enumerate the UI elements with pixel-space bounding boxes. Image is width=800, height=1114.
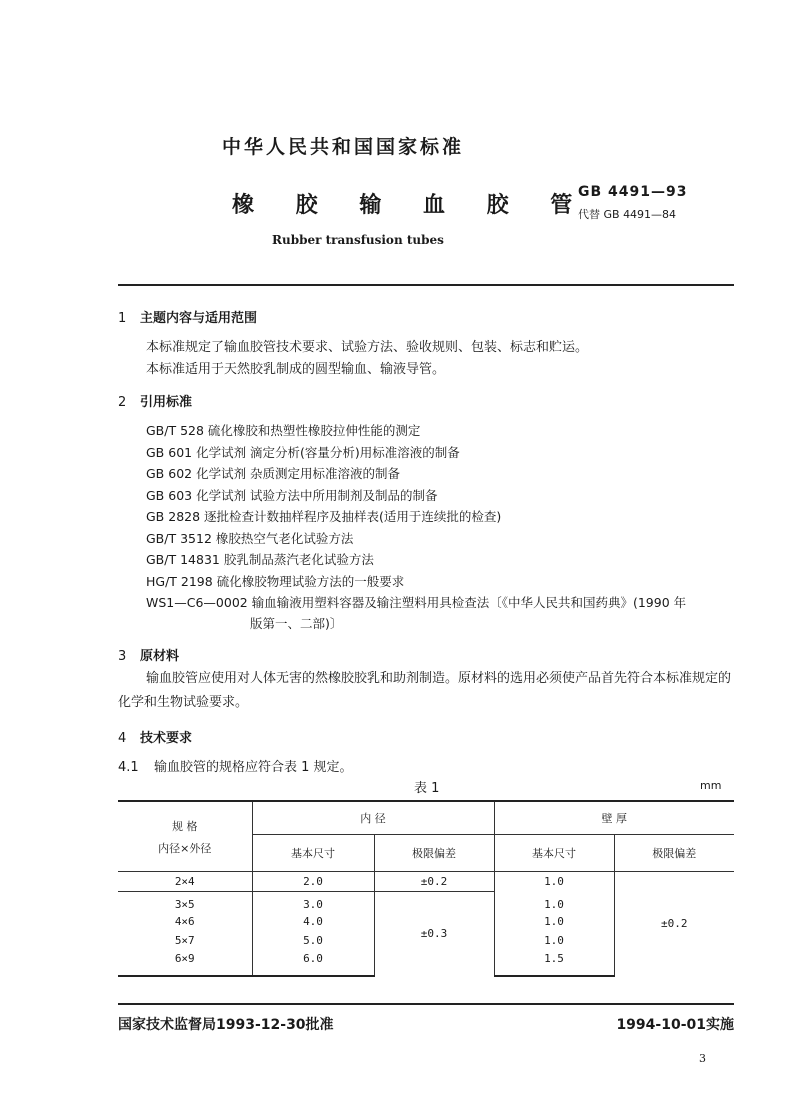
table-caption: 表 1 — [414, 781, 440, 796]
header-spec-sublabel: 内径×外径 — [158, 841, 212, 855]
section-number: 4 — [118, 731, 127, 746]
section-title: 技术要求 — [140, 731, 193, 746]
header-rule — [118, 284, 734, 286]
header-basic-size: 基本尺寸 — [252, 835, 374, 872]
section-1-heading — [118, 307, 257, 326]
reference-item: GB 601 化学试剂 滴定分析(容量分析)用标准溶液的制备 — [146, 445, 460, 460]
cell-inner-diameter: 2.0 — [252, 872, 374, 892]
cell-inner-diameter: 3.0 — [252, 892, 374, 912]
approval-line: 国家技术监督局1993-12-30批准 — [118, 1017, 334, 1033]
cell-spec: 2×4 — [118, 872, 252, 892]
reference-item: GB 603 化学试剂 试验方法中所用制剂及制品的制备 — [146, 488, 438, 503]
cell-inner-diameter: 6.0 — [252, 950, 374, 976]
effective-date: 1994-10-01实施 — [616, 1017, 734, 1033]
document-title-en: Rubber transfusion tubes — [272, 233, 444, 247]
table-row — [118, 872, 734, 892]
replaces-note: 代替 GB 4491—84 — [578, 208, 677, 221]
reference-item: GB/T 3512 橡胶热空气老化试验方法 — [146, 531, 354, 546]
national-standard-heading: 中华人民共和国国家标准 — [222, 136, 465, 158]
header-basic-size: 基本尺寸 — [494, 835, 614, 872]
reference-item: GB 602 化学试剂 杂质测定用标准溶液的制备 — [146, 466, 401, 481]
section-1-paragraph: 本标准适用于天然胶乳制成的圆型输血、输液导管。 — [146, 362, 446, 377]
section-number: 2 — [118, 395, 127, 410]
header-inner-diameter: 内 径 — [252, 801, 494, 835]
section-title: 主题内容与适用范围 — [140, 311, 258, 326]
document-title: 橡 胶 输 血 胶 管 — [232, 193, 590, 218]
clause-number: 4.1 — [118, 760, 139, 775]
reference-item: HG/T 2198 硫化橡胶物理试验方法的一般要求 — [146, 574, 405, 589]
reference-item-continued: 版第一、二部)〕 — [250, 616, 343, 631]
cell-inner-diameter: 5.0 — [252, 931, 374, 950]
cell-spec: 3×5 — [174, 898, 195, 912]
spec-table — [118, 800, 734, 977]
header-spec — [118, 801, 252, 872]
clause-4-1 — [118, 756, 353, 775]
header-tolerance: 极限偏差 — [614, 835, 734, 872]
section-3-heading — [118, 645, 179, 664]
section-4-heading — [118, 727, 192, 746]
cell-spec: 4×6 — [174, 914, 195, 928]
cell-wall: 1.0 — [494, 872, 614, 892]
reference-item: GB 2828 逐批检查计数抽样程序及抽样表(适用于连续批的检查) — [146, 509, 502, 524]
standard-code: GB 4491—93 — [578, 184, 688, 200]
cell-inner-diameter: 4.0 — [252, 912, 374, 931]
cell-wall: 1.0 — [494, 892, 614, 912]
header-spec-label: 规 格 — [172, 819, 198, 833]
reference-item: GB/T 14831 胶乳制品蒸汽老化试验方法 — [146, 552, 374, 567]
section-number: 1 — [118, 311, 127, 326]
cell-inner-tolerance: ±0.3 — [374, 892, 494, 976]
reference-item: WS1—C6—0002 输血输液用塑料容器及输注塑料用具检查法〔《中华人民共和国药典》(1990 年 — [146, 595, 687, 610]
cell-wall: 1.0 — [494, 912, 614, 931]
cell-wall: 1.0 — [494, 931, 614, 950]
cell-inner-tolerance: ±0.2 — [374, 872, 494, 892]
section-title: 原材料 — [140, 649, 180, 664]
footer-rule — [118, 1003, 734, 1005]
reference-item: GB/T 528 硫化橡胶和热塑性橡胶拉伸性能的测定 — [146, 423, 421, 438]
header-tolerance: 极限偏差 — [374, 835, 494, 872]
cell-spec: 5×7 — [174, 933, 195, 947]
header-wall-thickness: 壁 厚 — [494, 801, 734, 835]
cell-wall-tolerance: ±0.2 — [614, 872, 734, 976]
clause-text: 输血胶管的规格应符合表 1 规定。 — [154, 760, 353, 775]
table-unit: mm — [700, 779, 722, 792]
section-3-paragraph: 输血胶管应使用对人体无害的然橡胶胶乳和助剂制造。原材料的选用必须使产品首先符合本标准规定的化学和生物试验要求。 — [118, 671, 732, 710]
section-2-heading — [118, 391, 192, 410]
cell-wall: 1.5 — [494, 950, 614, 976]
page-number: 3 — [699, 1052, 706, 1065]
section-1-paragraph: 本标准规定了输血胶管技术要求、试验方法、验收规则、包装、标志和贮运。 — [146, 340, 589, 355]
cell-spec: 6×9 — [118, 950, 252, 976]
section-number: 3 — [118, 649, 127, 664]
section-title: 引用标准 — [140, 395, 193, 410]
